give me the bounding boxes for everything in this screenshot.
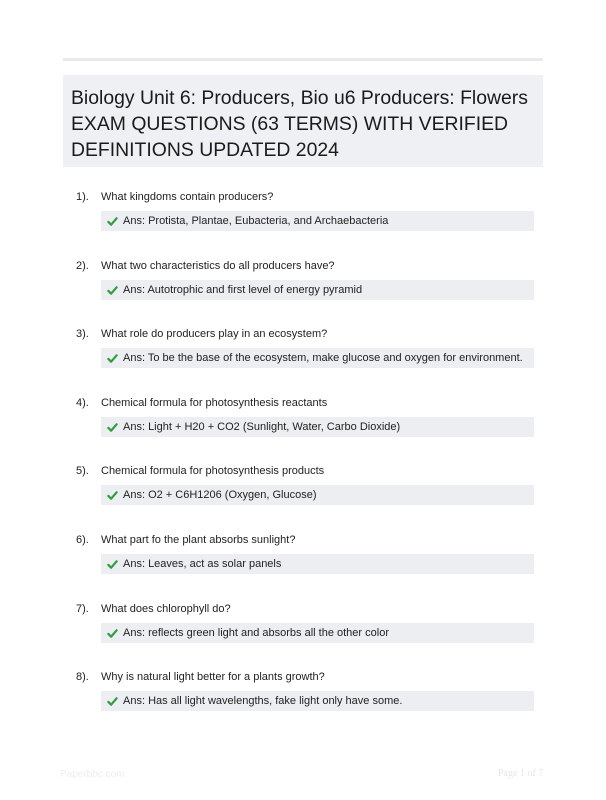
footer-site: Paperbbc.com bbox=[60, 769, 125, 780]
answer-box bbox=[101, 417, 534, 437]
title-banner bbox=[63, 75, 543, 167]
top-divider bbox=[63, 58, 543, 61]
question-text: Chemical formula for photosynthesis products bbox=[101, 465, 325, 477]
answer-box bbox=[101, 348, 534, 368]
question-number: 6). bbox=[76, 534, 89, 546]
page-title: Biology Unit 6: Producers, Bio u6 Producers: Flowers EXAM QUESTIONS (63 TERMS) WITH VERIFIED DEFINITIONS UPDATED 2024 bbox=[71, 87, 528, 161]
check-icon bbox=[107, 490, 118, 501]
question-number: 4). bbox=[76, 397, 89, 409]
question-text: What role do producers play in an ecosystem? bbox=[101, 328, 328, 340]
question-number: 5). bbox=[76, 465, 89, 477]
question-text: What kingdoms contain producers? bbox=[101, 191, 274, 203]
question-text: What does chlorophyll do? bbox=[101, 603, 231, 615]
answer-text: Ans: Protista, Plantae, Eubacteria, and Archaebacteria bbox=[123, 215, 389, 227]
answer-text: Ans: Light + H20 + CO2 (Sunlight, Water, Carbo Dioxide) bbox=[123, 421, 401, 433]
check-icon bbox=[107, 628, 118, 639]
question-text: Chemical formula for photosynthesis reactants bbox=[101, 397, 328, 409]
answer-box bbox=[101, 211, 534, 231]
question-number: 7). bbox=[76, 603, 89, 615]
answer-text: Ans: O2 + C6H1206 (Oxygen, Glucose) bbox=[123, 489, 317, 501]
question-text: What two characteristics do all producers have? bbox=[101, 260, 335, 272]
question-number: 1). bbox=[76, 191, 89, 203]
answer-text: Ans: Leaves, act as solar panels bbox=[123, 558, 282, 570]
answer-box bbox=[101, 623, 534, 643]
question-text: Why is natural light better for a plants growth? bbox=[101, 671, 325, 683]
check-icon bbox=[107, 285, 118, 296]
footer-page-number: Page 1 of 7 bbox=[498, 768, 544, 779]
answer-text: Ans: reflects green light and absorbs all the other color bbox=[123, 627, 389, 639]
check-icon bbox=[107, 559, 118, 570]
check-icon bbox=[107, 696, 118, 707]
check-icon bbox=[107, 422, 118, 433]
answer-box bbox=[101, 280, 534, 300]
answer-text: Ans: To be the base of the ecosystem, make glucose and oxygen for environment. bbox=[123, 352, 523, 364]
answer-box bbox=[101, 554, 534, 574]
answer-box bbox=[101, 691, 534, 711]
answer-text: Ans: Autotrophic and first level of energy pyramid bbox=[123, 284, 363, 296]
question-number: 8). bbox=[76, 671, 89, 683]
answer-text: Ans: Has all light wavelengths, fake light only have some. bbox=[123, 695, 403, 707]
question-number: 2). bbox=[76, 260, 89, 272]
question-text: What part fo the plant absorbs sunlight? bbox=[101, 534, 296, 546]
question-number: 3). bbox=[76, 328, 89, 340]
check-icon bbox=[107, 216, 118, 227]
answer-box bbox=[101, 485, 534, 505]
check-icon bbox=[107, 353, 118, 364]
